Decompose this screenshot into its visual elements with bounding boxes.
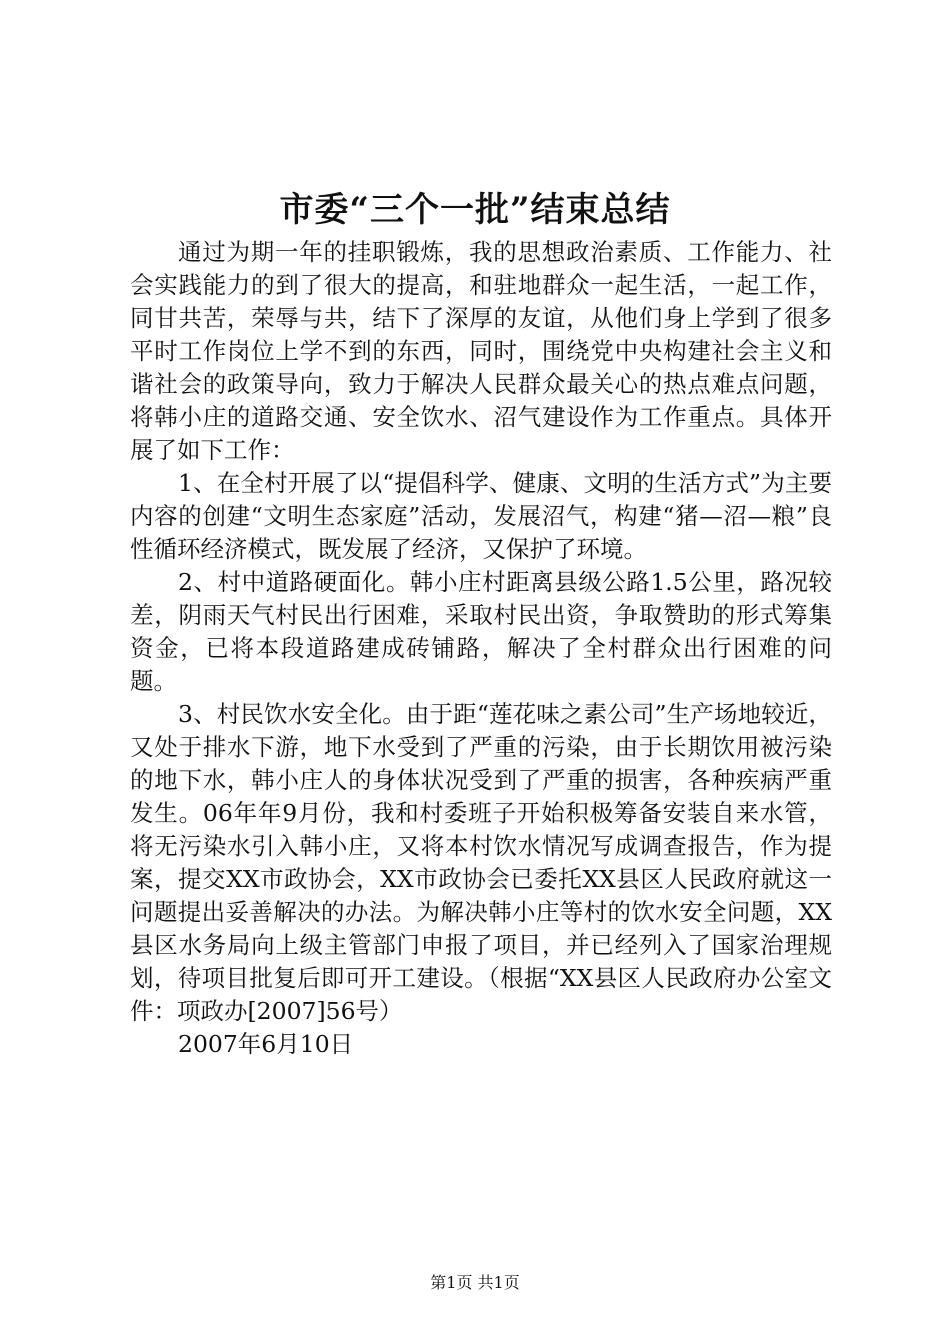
page-footer: 第1页 共1页 [430,1273,520,1292]
document-title: 市委“三个一批”结束总结 [279,190,671,230]
paragraph-item-3: 3、村民饮水安全化。由于距“莲花味之素公司”生产场地较近，又处于排水下游，地下水受到了严重的污染，由于长期饮用被污染的地下水，韩小庄人的身体状况受到了严重的损害，各种疾病严重发生。06年年9月份，我和村委班子开始积极筹备安装自来水管，将无污染水引入韩小庄，又将本村饮水情况写成调查报告，作为提案，提交XX市政协会，XX市政协会已委托XX县区人民政府就这一问题提出妥善解决的办法。为解决韩小庄等村的饮水安全问题，XX县区水务局向上级主管部门申报了项目，并已经列入了国家治理规划，待项目批复后即可开工建设。（根据“XX县区人民政府办公室文件：项政办[2007]56号） [130,700,832,1025]
paragraph-item-1: 1、在全村开展了以“提倡科学、健康、文明的生活方式”为主要内容的创建“文明生态家庭”活动，发展沼气，构建“猪—沼—粮”良性循环经济模式，既发展了经济，又保护了环境。 [130,469,832,563]
paragraph-intro: 通过为期一年的挂职锻炼，我的思想政治素质、工作能力、社会实践能力的到了很大的提高，和驻地群众一起生活，一起工作，同甘共苦，荣辱与共，结下了深厚的友谊，从他们身上学到了很多平时工作岗位上学不到的东西，同时，围绕党中央构建社会主义和谐社会的政策导向，致力于解决人民群众最关心的热点难点问题，将韩小庄的道路交通、安全饮水、沼气建设作为工作重点。具体开展了如下工作： [130,238,832,464]
document-body [130,236,832,1028]
document-date: 2007年6月10日 [178,1030,354,1058]
paragraph-item-2: 2、村中道路硬面化。韩小庄村距离县级公路1.5公里，路况较差，阴雨天气村民出行困难，采取村民出资，争取赞助的形式筹集资金，已将本段道路建成砖铺路，解决了全村群众出行困难的问题。 [130,568,832,695]
